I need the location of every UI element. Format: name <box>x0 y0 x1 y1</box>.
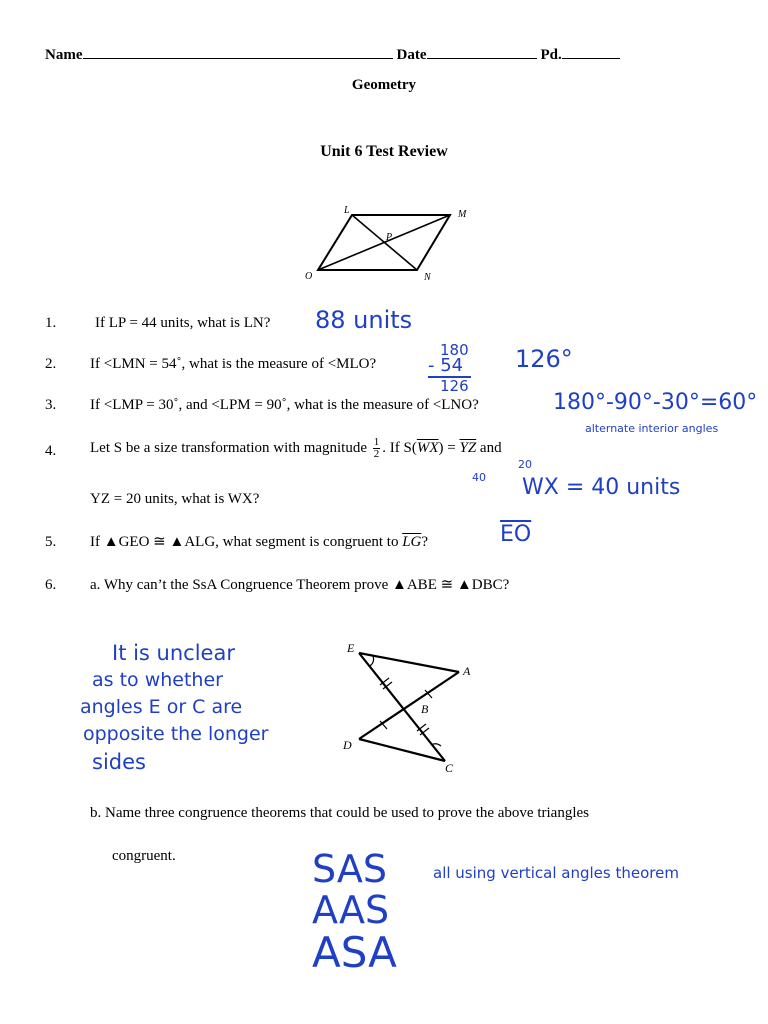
q3-text: If <LMP = 30˚, and <LPM = 90˚, what is the measure of <LNO? <box>90 397 479 413</box>
label-n: N <box>424 272 431 283</box>
answer-6a-line5: sides <box>92 750 146 774</box>
q4-line2: YZ = 20 units, what is WX? <box>90 491 260 507</box>
label-a: A <box>463 664 471 678</box>
q2-text: If <LMN = 54˚, what is the measure of <MLO? <box>90 356 377 372</box>
q5-text <box>90 535 428 550</box>
q6b-text-line2: congruent. <box>112 848 176 864</box>
bowtie-triangles-figure <box>335 635 485 780</box>
answer-4: WX = 40 units <box>522 475 681 500</box>
q1-text: If LP = 44 units, what is LN? <box>95 315 271 331</box>
course-title: Geometry <box>351 77 417 93</box>
answer-6b-aas: AAS <box>312 888 390 932</box>
answer-2: 126° <box>515 345 573 373</box>
page-title: Unit 6 Test Review <box>320 143 448 160</box>
label-p: P <box>386 232 393 243</box>
answer-3-note: alternate interior angles <box>585 422 719 435</box>
q6a-text: a. Why can’t the SsA Congruence Theorem prove ▲ABE ≅ ▲DBC? <box>90 577 510 593</box>
answer-2-work-top: 180 <box>440 341 469 359</box>
q4-text-b: . If S( <box>382 439 417 456</box>
q6b-text: b. Name three congruence theorems that could be used to prove the above triangles <box>90 805 589 821</box>
q3-number: 3. <box>45 397 57 413</box>
parallelogram-figure <box>300 200 480 285</box>
pd-label: Pd. <box>540 47 562 63</box>
answer-6a-line1: It is unclear <box>112 641 235 665</box>
q4-text <box>90 437 502 460</box>
date-label: Date <box>396 47 427 63</box>
label-e: E <box>347 641 355 655</box>
answer-4-note-20: 20 <box>518 458 532 471</box>
q2-number: 2. <box>45 356 57 372</box>
answer-6b-note: all using vertical angles theorem <box>433 864 679 882</box>
q5-text-b: ? <box>421 534 429 550</box>
q4-text-a: Let S be a size transformation with magnitude <box>90 439 368 456</box>
answer-4-note-40: 40 <box>472 471 486 484</box>
answer-2-work-bottom: 126 <box>440 377 469 395</box>
answer-1: 88 units <box>315 306 413 334</box>
pd-blank[interactable] <box>562 58 620 59</box>
name-blank[interactable] <box>83 58 393 59</box>
answer-2-work-mid: - 54 <box>428 357 471 378</box>
segment-yz: $\overline{YZ}$ <box>459 439 477 456</box>
segment-ea <box>359 653 459 672</box>
answer-5: $\overline{EO}$ <box>500 522 532 547</box>
q5-text-a: If ▲GEO ≅ ▲ALG, what segment is congruent to <box>90 534 399 550</box>
label-b: B <box>421 702 429 716</box>
name-label: Name <box>45 47 83 63</box>
segment-wx: $\overline{WX}$ <box>416 439 439 456</box>
header-line <box>45 48 620 63</box>
answer-6b-sas: SAS <box>312 847 387 891</box>
label-c: C <box>445 761 454 775</box>
q6-number: 6. <box>45 577 57 593</box>
q4-number: 4. <box>45 443 57 459</box>
label-o: O <box>305 271 313 282</box>
q4-text-c: ) = <box>438 439 456 456</box>
label-m: M <box>458 209 467 220</box>
q4-text-d: and <box>479 439 502 456</box>
segment-ad <box>359 672 459 739</box>
q4-fraction <box>373 437 381 460</box>
segment-dc <box>359 739 445 761</box>
answer-6a-line3: angles E or C are <box>80 696 243 718</box>
q5-number: 5. <box>45 534 57 550</box>
answer-6a-line4: opposite the longer <box>83 723 269 745</box>
diagonal-mo <box>318 215 450 270</box>
date-blank[interactable] <box>427 58 537 59</box>
label-l: L <box>344 205 350 216</box>
segment-lg: $\overline{LG}$ <box>402 534 422 550</box>
label-d: D <box>343 738 352 752</box>
angle-arc-e <box>370 656 374 666</box>
fraction-numerator: 1 <box>373 436 380 448</box>
answer-6b-asa: ASA <box>312 928 397 977</box>
answer-6a-line2: as to whether <box>92 669 223 691</box>
answer-3: 180°-90°-30°=60° <box>553 390 758 415</box>
q1-number: 1. <box>45 315 57 331</box>
fraction-denominator: 2 <box>373 448 380 460</box>
